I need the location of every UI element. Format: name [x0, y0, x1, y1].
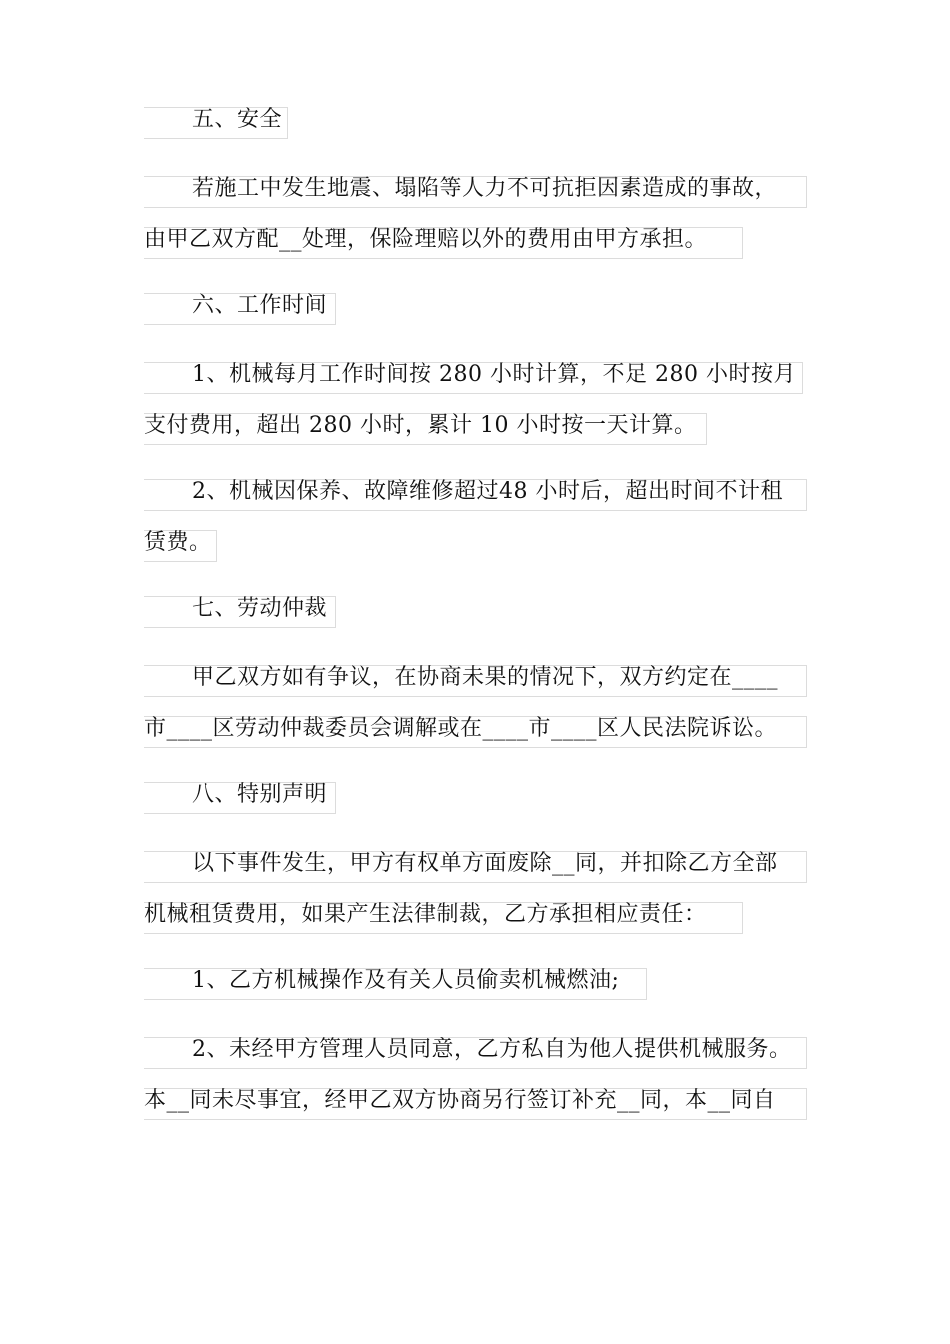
- paragraph-line: 1、机械每月工作时间按 280 小时计算，不足 280 小时按月: [192, 362, 796, 387]
- paragraph-line: 以下事件发生，甲方有权单方面废除__同，并扣除乙方全部: [192, 851, 778, 876]
- section-heading-arbitration: 七、劳动仲裁: [192, 596, 328, 621]
- paragraph-line: 2、机械因保养、故障维修超过48 小时后，超出时间不计租: [192, 479, 783, 504]
- paragraph-line: 赁费。: [144, 530, 212, 555]
- paragraph-line: 1、乙方机械操作及有关人员偷卖机械燃油;: [192, 968, 620, 993]
- section-heading-special: 八、特别声明: [192, 782, 328, 807]
- paragraph-line: 机械租赁费用，如果产生法律制裁，乙方承担相应责任：: [144, 902, 707, 927]
- paragraph-line: 支付费用，超出 280 小时，累计 10 小时按一天计算。: [144, 413, 697, 438]
- paragraph-line: 甲乙双方如有争议，在协商未果的情况下，双方约定在____: [192, 665, 779, 690]
- paragraph-line: 2、未经甲方管理人员同意，乙方私自为他人提供机械服务。: [192, 1037, 792, 1062]
- paragraph-line: 若施工中发生地震、塌陷等人力不可抗拒因素造成的事故，: [192, 176, 778, 201]
- section-heading-work-time: 六、工作时间: [192, 293, 328, 318]
- section-heading-safety: 五、安全: [192, 107, 283, 132]
- paragraph-line: 市____区劳动仲裁委员会调解或在____市____区人民法院诉讼。: [144, 716, 778, 741]
- paragraph-line: 本__同未尽事宜，经甲乙双方协商另行签订补充__同，本__同自: [144, 1088, 776, 1113]
- paragraph-line: 由甲乙双方配__处理，保险理赔以外的费用由甲方承担。: [144, 227, 708, 252]
